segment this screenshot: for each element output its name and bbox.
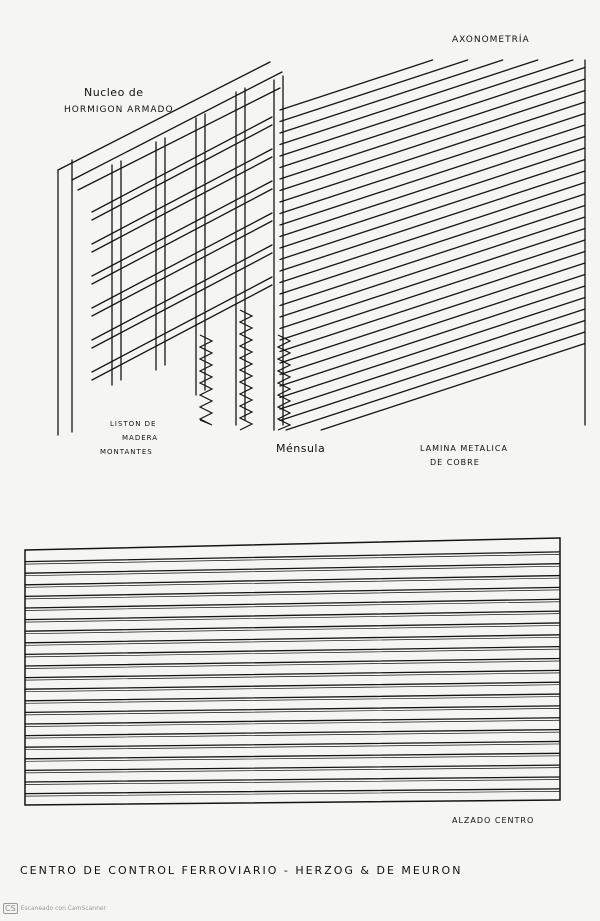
copper-sheet-line bbox=[280, 60, 503, 133]
elevation-label: ALZADO CENTRO bbox=[452, 816, 535, 825]
core-label-line1: Nucleo de bbox=[84, 86, 144, 99]
elevation-strip bbox=[25, 730, 560, 736]
elevation-strip bbox=[25, 753, 560, 759]
elevation-strip bbox=[25, 566, 560, 576]
lamina-label-line1: LAMINA METALICA bbox=[420, 444, 508, 453]
elevation-strip bbox=[25, 587, 560, 596]
elevation-strip bbox=[25, 599, 560, 608]
elevation-strip bbox=[25, 611, 560, 620]
liston-label-line3: MONTANTES bbox=[100, 448, 153, 456]
elevation-strip bbox=[25, 576, 560, 585]
axonometry-label: AXONOMETRÍA bbox=[452, 35, 530, 45]
elevation-strip bbox=[25, 791, 560, 796]
elevation-strip bbox=[25, 554, 560, 564]
elevation-strip bbox=[25, 777, 560, 782]
copper-sheet-line bbox=[321, 344, 585, 431]
mensula-label: Ménsula bbox=[276, 442, 326, 455]
elevation-strip bbox=[25, 765, 560, 770]
liston-label-line1: LISTON DE bbox=[110, 420, 157, 428]
bracket-mensula bbox=[240, 310, 252, 430]
elevation-strip bbox=[25, 552, 560, 562]
elevation-strip bbox=[25, 578, 560, 587]
elevation-strip bbox=[25, 741, 560, 747]
core-label-line2: HORMIGON ARMADO bbox=[64, 105, 174, 115]
elevation-strip bbox=[25, 623, 560, 631]
bracket-mensula bbox=[200, 335, 212, 425]
scanner-text: Escaneado con CamScanner bbox=[20, 905, 107, 912]
liston-label-line2: MADERA bbox=[122, 434, 159, 442]
sheet-title: CENTRO DE CONTROL FERROVIARIO - HERZOG & DE MEURON bbox=[20, 864, 463, 877]
copper-sheet-line bbox=[280, 60, 538, 145]
scanner-watermark bbox=[3, 903, 106, 914]
elevation-outline bbox=[25, 800, 560, 805]
elevation-strip bbox=[25, 789, 560, 794]
elevation-strip bbox=[25, 780, 560, 785]
elevation-strip bbox=[25, 564, 560, 574]
lamina-label-line2: DE COBRE bbox=[430, 458, 480, 467]
elevation-outline bbox=[25, 538, 560, 550]
copper-sheet-line bbox=[280, 60, 573, 156]
camscanner-icon: CS bbox=[5, 904, 16, 913]
elevation-strip bbox=[25, 768, 560, 773]
copper-sheet-line bbox=[280, 60, 468, 122]
